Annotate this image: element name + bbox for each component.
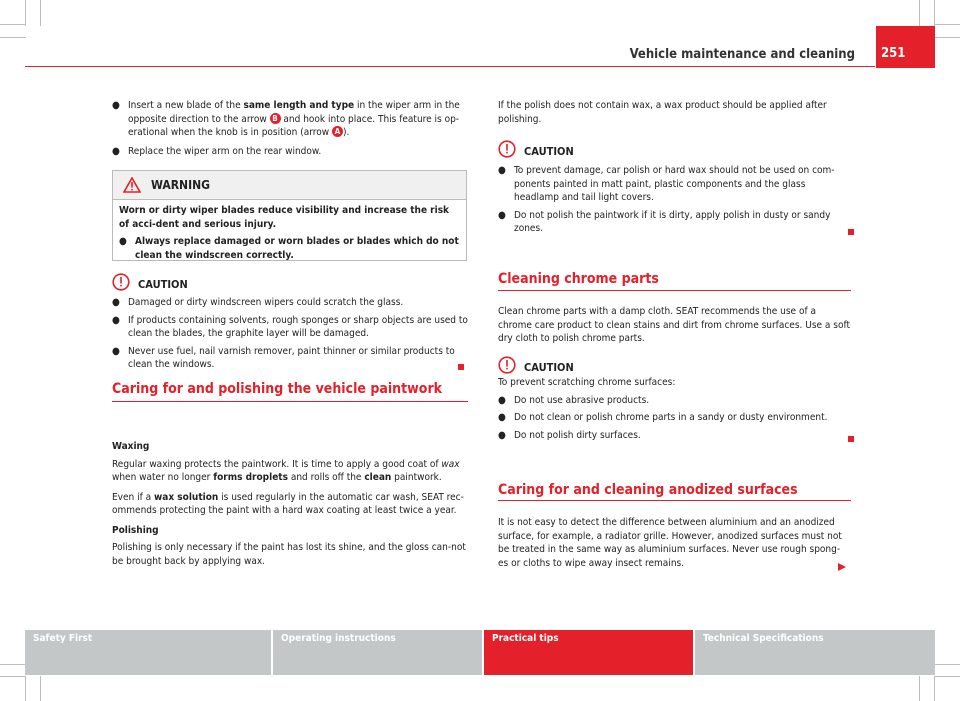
callout-a-badge: A xyxy=(332,126,343,137)
left-caution: CAUTION ● Damaged or dirty windscreen wipers could scratch the glass. ● If products containing solvents, rough sponges or sharp objects are used to clean the blades, the graphite layer will be damaged. ● Never use fuel, nail varnish remover, paint thinner or similar products to clean the windows. xyxy=(112,273,468,372)
crop-mark xyxy=(25,0,26,26)
right-intro: If the polish does not contain wax, a wax product should be applied after polishing. xyxy=(498,100,827,125)
right-caution-1: CAUTION ● To prevent damage, car polish or hard wax should not be used on com-ponents painted in matt paint, plastic components and the glass headlamp and tail light covers. ● Do not polish the paintwork if it is dirty, apply polish in dusty or sandy zones. xyxy=(498,140,850,236)
section-title-chrome: Cleaning chrome parts xyxy=(498,271,659,287)
page-number: 251 xyxy=(881,46,906,61)
callout-b-badge: B xyxy=(270,113,281,124)
paintwork-body: Waxing Regular waxing protects the paintwork. It is time to apply a good coat of wax when water no longer forms droplets and rolls off the clean paintwork. Even if a wax solution is used regularly in the automatic car wash, SEAT rec-ommends protecting the paint with a hard wax coating at least twice a year. Polishing Polishing is only necessary if the paint has lost its shine, and the gloss can-not be brought back by applying wax. xyxy=(112,441,466,567)
crop-mark xyxy=(919,676,920,701)
crop-mark xyxy=(0,676,26,677)
chrome-body: Clean chrome parts with a damp cloth. SEAT recommends the use of a chrome care product to clean stains and dirt from chrome surfaces. Use a soft dry cloth to polish chrome parts. xyxy=(498,306,850,344)
warning-header: WARNING xyxy=(113,171,466,200)
crop-mark xyxy=(934,24,960,25)
warning-triangle-icon xyxy=(123,177,141,193)
crop-mark xyxy=(25,676,26,701)
warning-bullet: Always replace damaged or worn blades or blades which do not clean the windscreen correctly. xyxy=(135,236,459,261)
crop-mark xyxy=(40,676,41,701)
header-rule xyxy=(25,66,875,67)
tab-operating-instructions[interactable]: Operating instructions xyxy=(273,630,482,675)
tab-technical-specifications[interactable]: Technical Specifications xyxy=(695,630,935,675)
crop-mark xyxy=(919,0,920,26)
crop-mark xyxy=(934,0,935,26)
chrome-caution: CAUTION To prevent scratching chrome surfaces: ● Do not use abrasive products. ● Do not clean or polish chrome parts in a sandy or dusty environment. ● Do not polish dirty surfaces. xyxy=(498,356,850,442)
section-rule xyxy=(112,401,468,402)
caution-icon xyxy=(112,273,130,291)
end-marker xyxy=(848,436,854,442)
tab-practical-tips[interactable]: Practical tips xyxy=(484,630,693,675)
page-title: Vehicle maintenance and cleaning xyxy=(629,47,855,62)
tab-safety-first[interactable]: Safety First xyxy=(25,630,271,675)
warning-box: WARNING Worn or dirty wiper blades reduce visibility and increase the risk of acci-dent and serious injury. ● Always replace damaged or worn blades or blades which do not clean the windscreen correctly. xyxy=(112,170,467,261)
crop-mark xyxy=(40,0,41,26)
left-bullet-2: ● Replace the wiper arm on the rear window. xyxy=(112,146,322,157)
crop-mark xyxy=(934,676,960,677)
section-rule xyxy=(498,500,851,501)
crop-mark xyxy=(934,664,960,665)
left-bullet-1: ● Insert a new blade of the same length and type in the wiper arm in the opposite direction to the arrow B and hook into place. This feature is op-erational when the knob is in position (arrow A ). xyxy=(112,100,460,138)
section-rule xyxy=(498,290,851,291)
crop-mark xyxy=(934,676,935,701)
crop-mark xyxy=(0,37,26,38)
end-marker xyxy=(458,364,464,370)
end-marker xyxy=(848,229,854,235)
anodized-body: It is not easy to detect the difference between aluminium and an anodized surface, for example, a radiator grille. However, anodized surfaces must not be treated in the same way as aluminium surfaces. Never use rough spong-es or cloths to wipe away insect remains. xyxy=(498,517,842,569)
crop-mark xyxy=(0,664,26,665)
section-title-anodized: Caring for and cleaning anodized surfaces xyxy=(498,482,798,498)
continue-arrow-icon xyxy=(837,562,847,572)
caution-icon xyxy=(498,140,516,158)
crop-mark xyxy=(934,37,960,38)
caution-icon xyxy=(498,356,516,374)
section-title-paintwork: Caring for and polishing the vehicle paintwork xyxy=(112,381,443,397)
crop-mark xyxy=(0,24,26,25)
warning-text: Worn or dirty wiper blades reduce visibility and increase the risk of acci-dent and serious injury. xyxy=(119,205,450,230)
